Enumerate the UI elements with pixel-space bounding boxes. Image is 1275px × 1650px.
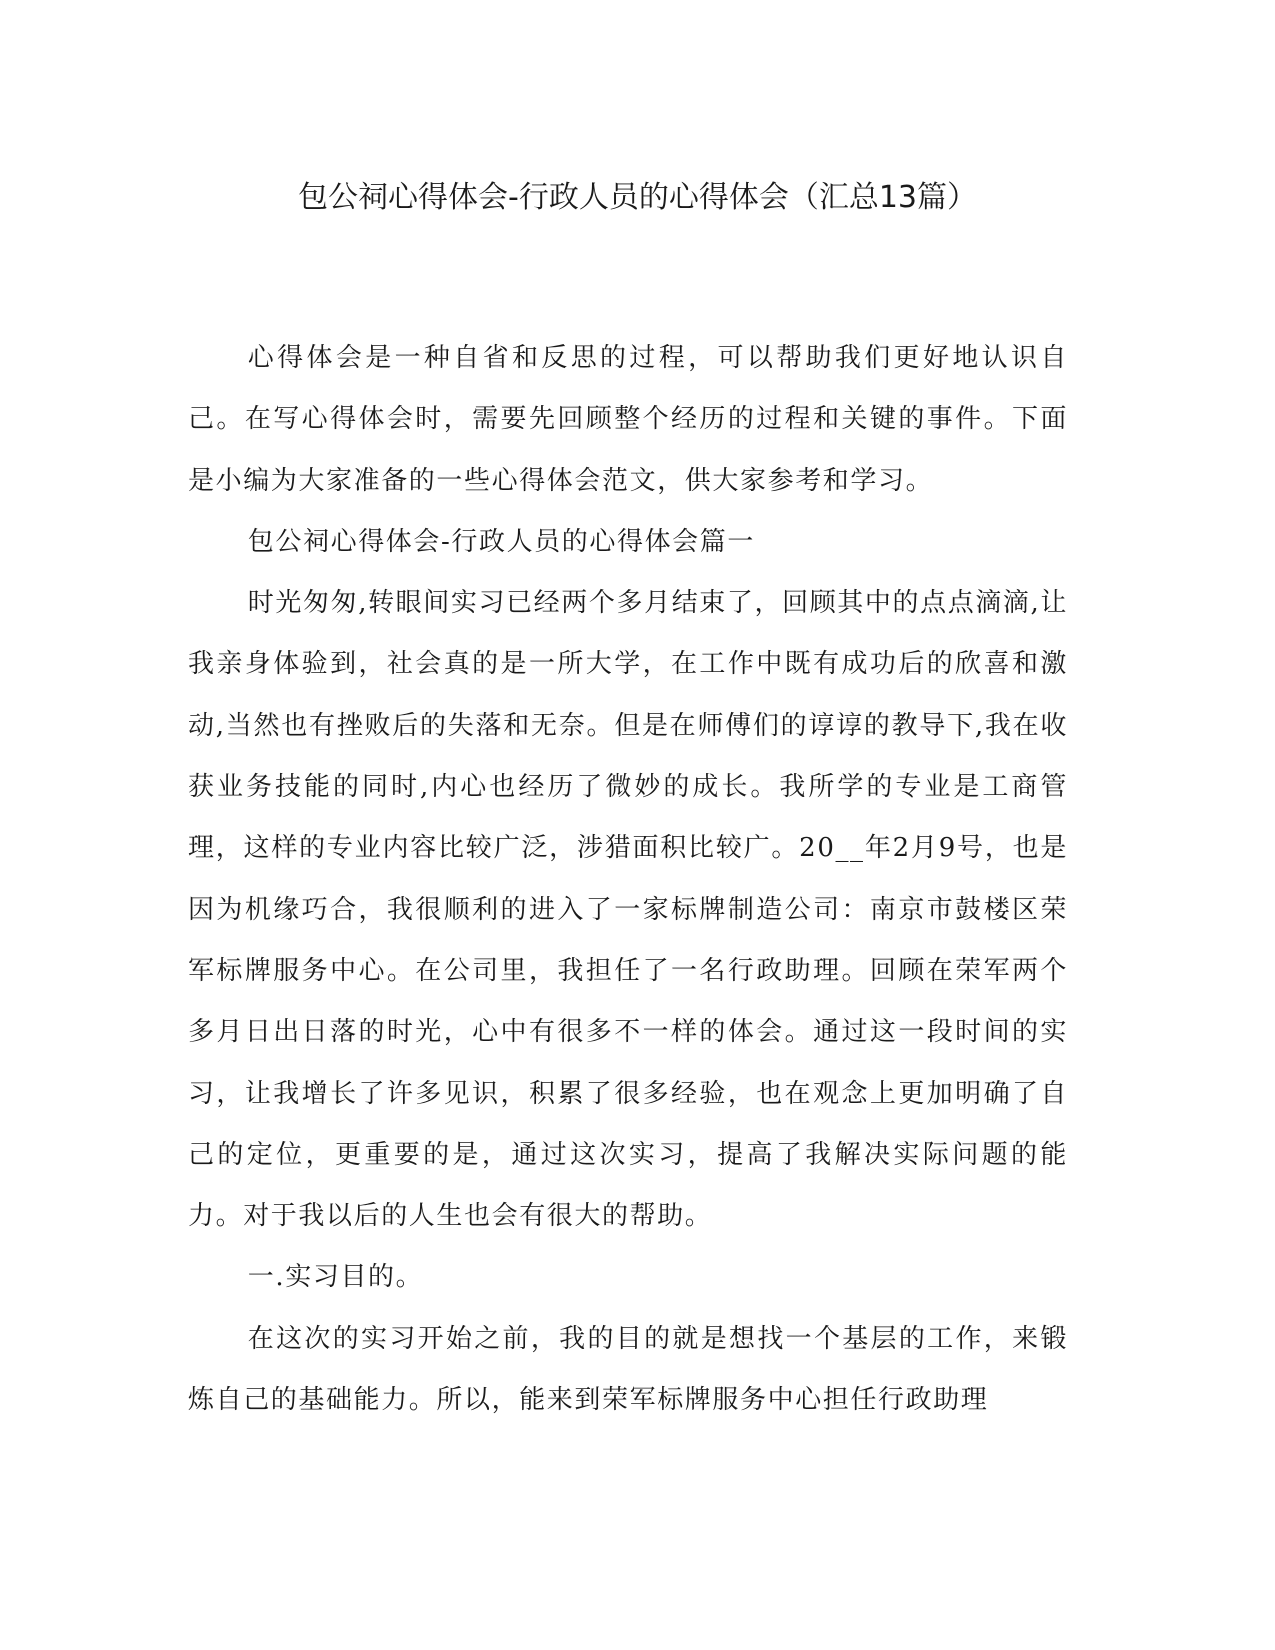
intro-paragraph: 心得体会是一种自省和反思的过程，可以帮助我们更好地认识自己。在写心得体会时，需要先回顾整个经历的过程和关键的事件。下面是小编为大家准备的一些心得体会范文，供大家参考和学习。	[188, 343, 1068, 496]
purpose-paragraph: 在这次的实习开始之前，我的目的就是想找一个基层的工作，来锻炼自己的基础能力。所以，能来到荣军标牌服务中心担任行政助理	[188, 1323, 1068, 1416]
document-title: 包公祠心得体会-行政人员的心得体会（汇总13篇）	[298, 180, 977, 215]
section-heading-part-one: 包公祠心得体会-行政人员的心得体会篇一	[247, 526, 755, 557]
subsection-heading-purpose: 一.实习目的。	[247, 1262, 424, 1293]
document-body	[188, 328, 1068, 1431]
internship-review-paragraph: 时光匆匆,转眼间实习已经两个多月结束了，回顾其中的点点滴滴,让我亲身体验到，社会真的是一所大学，在工作中既有成功后的欣喜和激动,当然也有挫败后的失落和无奈。但是在师傅们的谆谆的教导下,我在收获业务技能的同时,内心也经历了微妙的成长。我所学的专业是工商管理，这样的专业内容比较广泛，涉猎面积比较广。20__年2月9号，也是因为机缘巧合，我很顺利的进入了一家标牌制造公司：南京市鼓楼区荣军标牌服务中心。在公司里，我担任了一名行政助理。回顾在荣军两个多月日出日落的时光，心中有很多不一样的体会。通过这一段时间的实习，让我增长了许多见识，积累了很多经验，也在观念上更加明确了自己的定位，更重要的是，通过这次实习，提高了我解决实际问题的能力。对于我以后的人生也会有很大的帮助。	[188, 588, 1068, 1232]
